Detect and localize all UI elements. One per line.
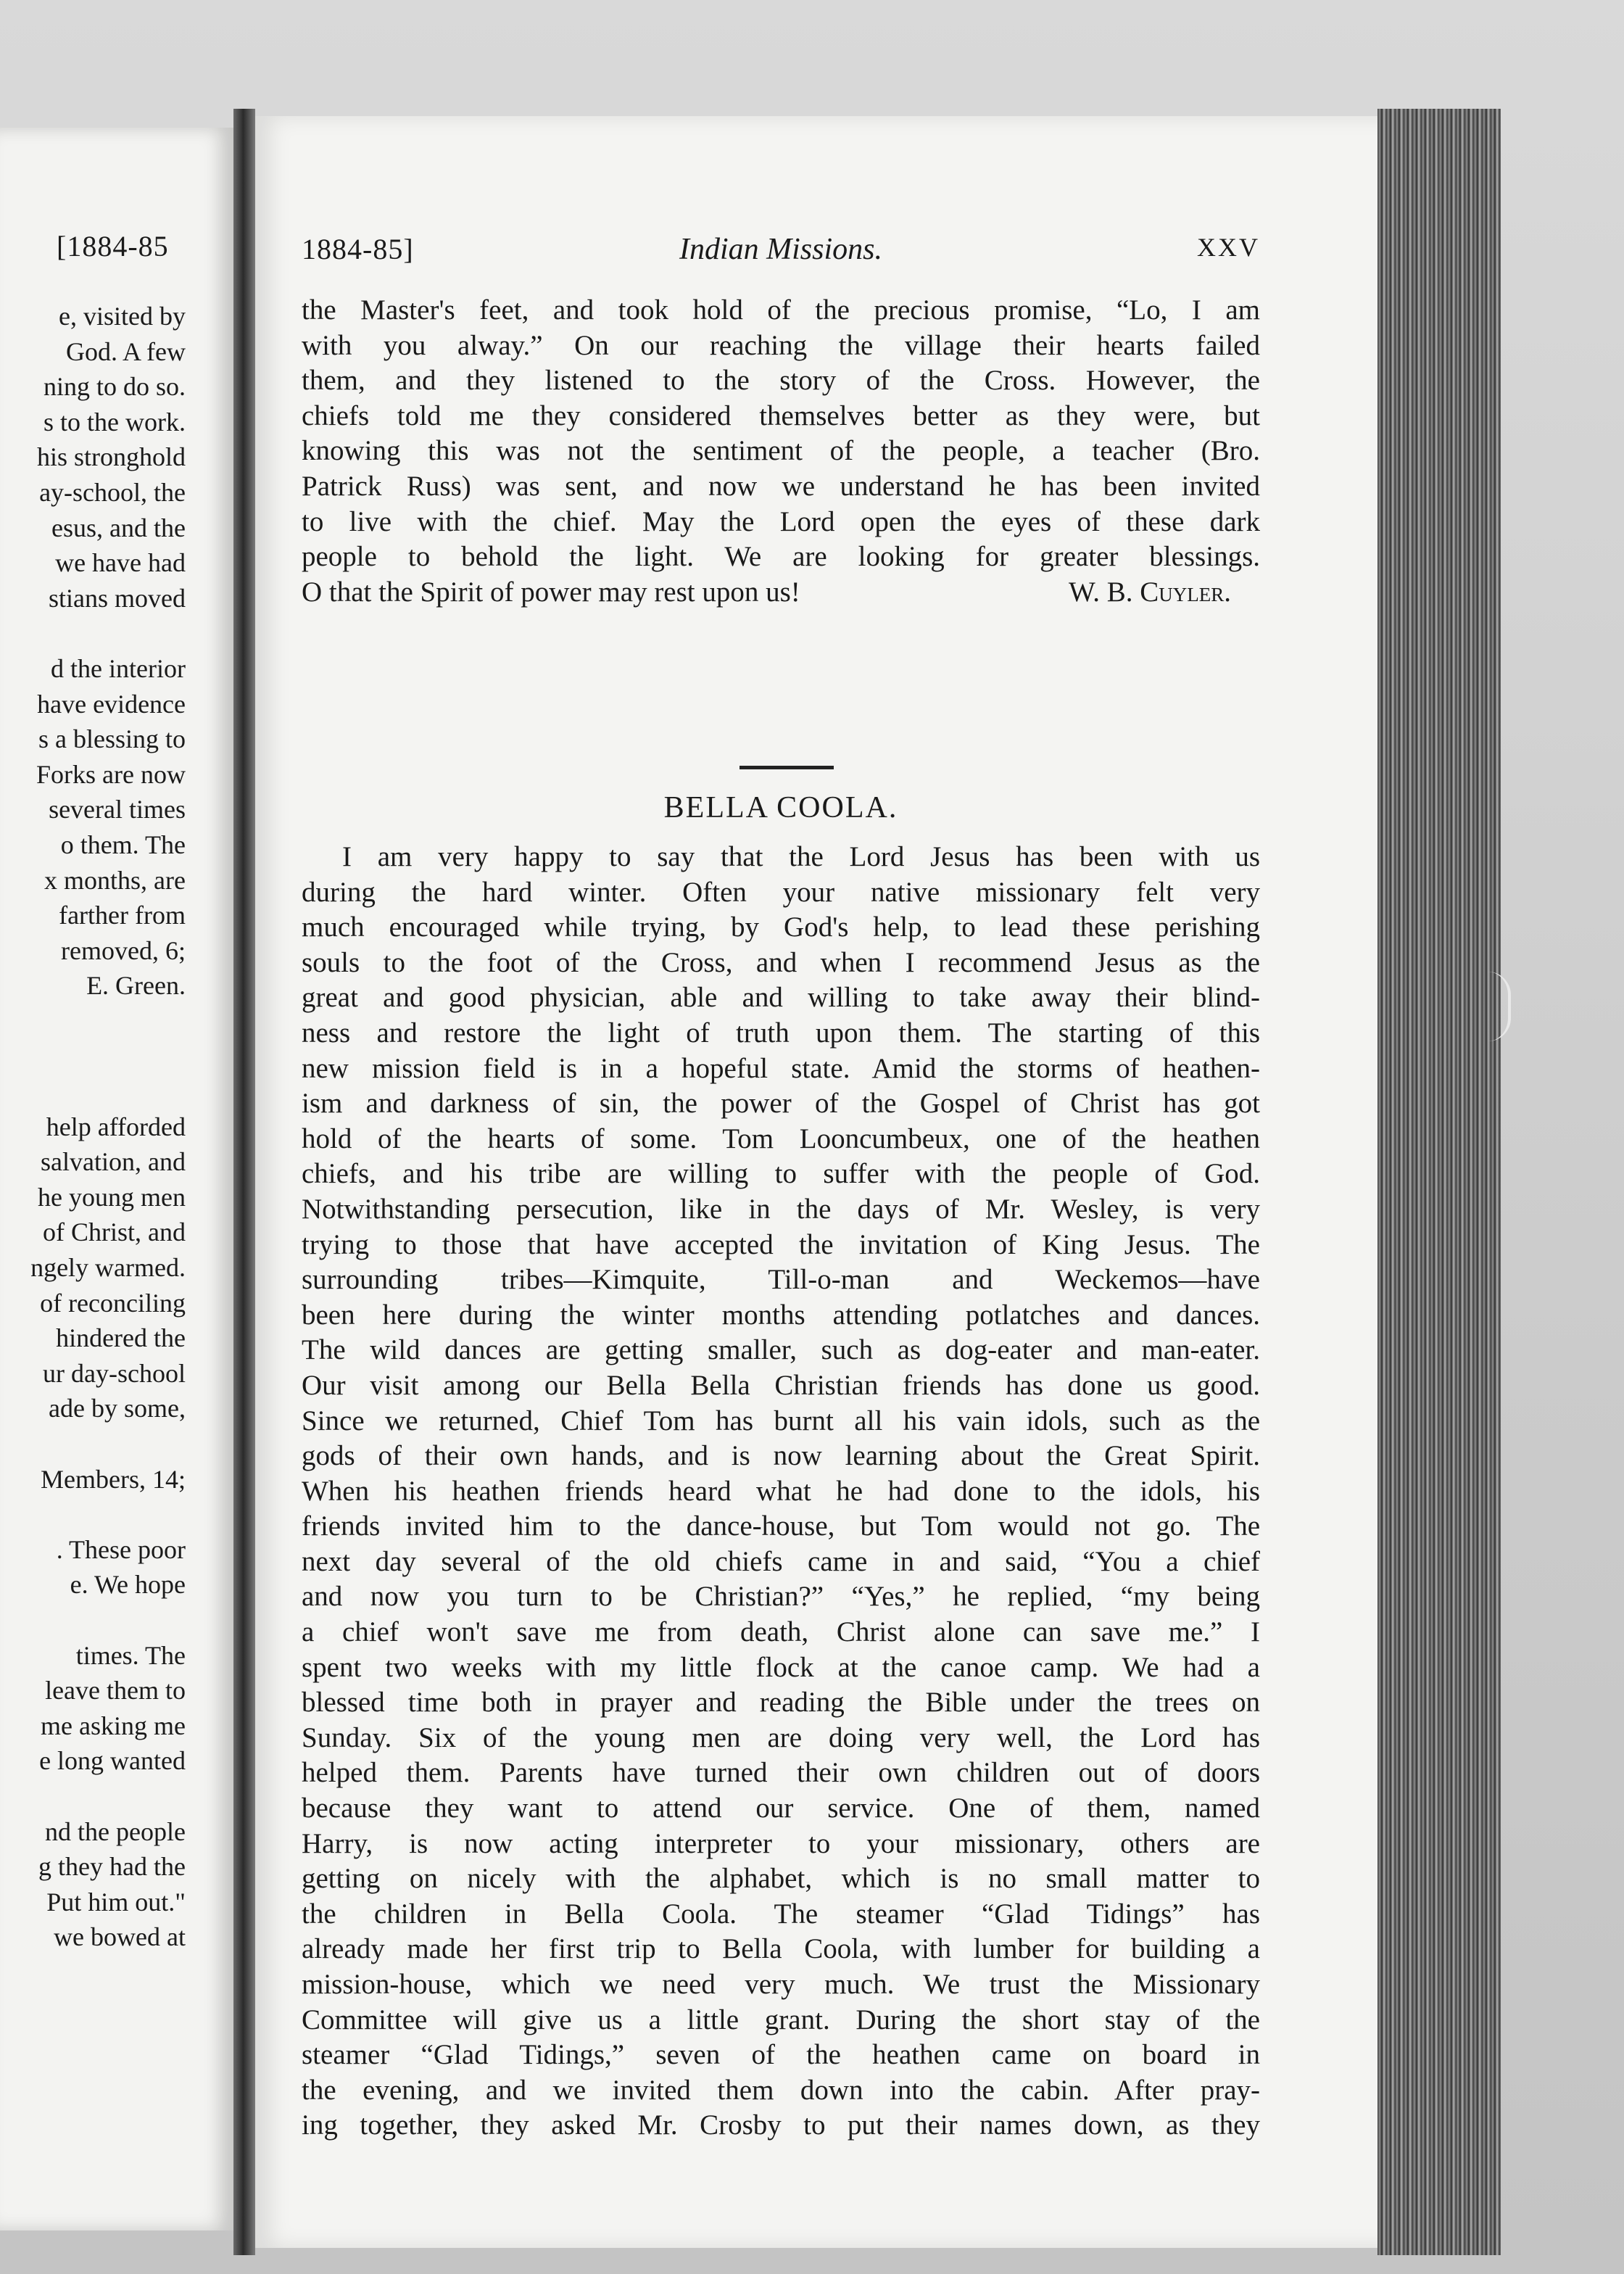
left-text-line: d the interior xyxy=(51,653,186,683)
text-line: with you alway.” On our reaching the village their hearts failed xyxy=(302,329,1260,361)
left-text-line: g they had the xyxy=(38,1852,186,1882)
left-text-line xyxy=(0,1004,186,1039)
left-text-line: we bowed at xyxy=(54,1922,186,1952)
text-line: to live with the chief. May the Lord open the eyes of these dark xyxy=(302,505,1260,537)
text-line: trying to those that have accepted the invitation of King Jesus. The xyxy=(302,1228,1260,1260)
page-header xyxy=(302,232,1260,276)
text-line: the children in Bella Coola. The steamer “Glad Tidings” has xyxy=(302,1898,1260,1930)
section-title: BELLA COOLA. xyxy=(663,791,898,824)
left-text-line: ning to do so. xyxy=(43,372,186,402)
left-text-line: farther from xyxy=(59,901,186,930)
left-text-line: hindered the xyxy=(56,1323,186,1353)
left-page-header: [1884-85 xyxy=(57,230,169,262)
left-text-line: ay-school, the xyxy=(39,477,186,507)
text-line: because they want to attend our service. One of them, named xyxy=(302,1793,1260,1824)
text-line: ing together, they asked Mr. Crosby to put their names down, as they xyxy=(302,2109,1260,2141)
left-text-line: . These poor xyxy=(56,1534,186,1564)
text-line: Our visit among our Bella Bella Christian friends has done us good. xyxy=(302,1369,1260,1401)
text-line: Patrick Russ) was sent, and now we understand he has been invited xyxy=(302,470,1260,502)
text-line: blessed time both in prayer and reading the Bible under the trees on xyxy=(302,1687,1260,1719)
text-line: ism and darkness of sin, the power of the Gospel of Christ has got xyxy=(302,1088,1260,1120)
text-line: Sunday. Six of the young men are doing very well, the Lord has xyxy=(302,1721,1260,1753)
left-text-line: e, visited by xyxy=(59,302,186,331)
left-page-text xyxy=(0,299,186,1955)
text-line: hold of the hearts of some. Tom Looncumbeux, one of the heathen xyxy=(302,1122,1260,1154)
text-line: next day several of the old chiefs came in and said, “You a chief xyxy=(302,1545,1260,1577)
left-text-line: ngely warmed. xyxy=(30,1253,186,1283)
author-signature: W. B. Cuyler. xyxy=(1069,576,1231,608)
text-line: Notwithstanding persecution, like in the days of Mr. Wesley, is very xyxy=(302,1193,1260,1225)
text-line: helped them. Parents have turned their own children out of doors xyxy=(302,1757,1260,1789)
left-text-line: s a blessing to xyxy=(38,724,186,754)
left-text-line: e long wanted xyxy=(39,1746,186,1776)
left-text-line: x months, are xyxy=(44,865,186,895)
continued-paragraph xyxy=(302,293,1260,575)
left-text-line: times. The xyxy=(75,1640,186,1670)
text-line: mission-house, which we need very much. We trust the Missionary xyxy=(302,1969,1260,2000)
text-line: steamer “Glad Tidings,” seven of the heathen came on board in xyxy=(302,2039,1260,2071)
text-line: friends invited him to the dance-house, but Tom would not go. The xyxy=(302,1510,1260,1542)
text-line: people to behold the light. We are looking for greater blessings. xyxy=(302,541,1260,573)
left-text-line: nd the people xyxy=(45,1816,186,1846)
text-line: souls to the foot of the Cross, and when I recommend Jesus as the xyxy=(302,946,1260,978)
left-text-line: leave them to xyxy=(45,1676,186,1706)
text-line: Committee will give us a little grant. During the short stay of the xyxy=(302,2004,1260,2035)
left-text-line: o them. The xyxy=(60,830,186,859)
text-line: chiefs, and his tribe are willing to suffer with the people of God. xyxy=(302,1158,1260,1190)
page-header-year: 1884-85] xyxy=(302,233,414,265)
text-line: during the hard winter. Often your native missionary felt very xyxy=(302,876,1260,908)
left-text-line xyxy=(0,1779,186,1814)
text-line: I am very happy to say that the Lord Jesus has been with us xyxy=(342,841,1260,872)
text-line: the evening, and we invited them down into the cabin. After pray- xyxy=(302,2074,1260,2106)
bella-coola-paragraph xyxy=(302,840,1260,2143)
left-text-line: God. A few xyxy=(66,336,186,366)
left-text-line: of reconciling xyxy=(40,1288,186,1318)
left-text-line xyxy=(0,1603,186,1638)
left-text-line: me asking me xyxy=(41,1711,186,1740)
left-text-line: e. We hope xyxy=(70,1570,186,1600)
text-line: The wild dances are getting smaller, such as dog-eater and man-eater. xyxy=(302,1334,1260,1366)
left-text-line: of Christ, and xyxy=(43,1217,186,1247)
left-text-line xyxy=(0,616,186,651)
book-gutter xyxy=(233,109,255,2255)
left-page xyxy=(0,128,233,2230)
text-line: When his heathen friends heard what he had done to the idols, his xyxy=(302,1475,1260,1507)
left-text-line: he young men xyxy=(38,1182,186,1212)
left-text-line: Forks are now xyxy=(36,759,186,789)
text-line: chiefs told me they considered themselves better as they were, but xyxy=(302,400,1260,431)
page-header-title: Indian Missions. xyxy=(679,233,882,266)
left-text-line: s to the work. xyxy=(44,407,186,437)
text-line: already made her first trip to Bella Coola, with lumber for building a xyxy=(302,1933,1260,1965)
text-line: Harry, is now acting interpreter to your missionary, others are xyxy=(302,1827,1260,1859)
left-text-line: removed, 6; xyxy=(61,935,186,965)
right-page xyxy=(255,116,1386,2248)
left-text-line xyxy=(0,1497,186,1532)
text-line: Since we returned, Chief Tom has burnt all his vain idols, such as the xyxy=(302,1405,1260,1436)
text-line: great and good physician, able and willing to take away their blind- xyxy=(302,982,1260,1014)
left-text-line: Members, 14; xyxy=(41,1464,186,1494)
left-text-line: his stronghold xyxy=(36,442,186,472)
text-line: spent two weeks with my little flock at the canoe camp. We had a xyxy=(302,1651,1260,1683)
text-line: them, and they listened to the story of the Cross. However, the xyxy=(302,365,1260,397)
left-text-line xyxy=(0,1426,186,1462)
left-text-line: ur day-school xyxy=(43,1358,186,1388)
left-text-line xyxy=(0,1038,186,1074)
left-text-line: esus, and the xyxy=(51,513,186,542)
signature-line xyxy=(302,575,1260,611)
section-divider xyxy=(740,766,834,769)
left-text-line: salvation, and xyxy=(41,1147,186,1177)
text-line: ness and restore the light of truth upon them. The starting of this xyxy=(302,1017,1260,1049)
left-text-line: we have had xyxy=(55,548,186,578)
page-number: XXV xyxy=(1197,233,1260,262)
text-line: been here during the winter months attending potlatches and dances. xyxy=(302,1299,1260,1331)
closing-sentence: O that the Spirit of power may rest upon us! xyxy=(302,576,800,608)
text-line: getting on nicely with the alphabet, which is no small matter to xyxy=(302,1863,1260,1895)
text-line: and now you turn to be Christian?” “Yes,” he replied, “my being xyxy=(302,1581,1260,1613)
text-line: surrounding tribes—Kimquite, Till-o-man and Weckemos—have xyxy=(302,1264,1260,1296)
left-text-line: help afforded xyxy=(46,1112,186,1141)
text-line: knowing this was not the sentiment of the people, a teacher (Bro. xyxy=(302,435,1260,467)
text-line: the Master's feet, and took hold of the precious promise, “Lo, I am xyxy=(302,294,1260,326)
left-text-line: several times xyxy=(49,795,186,824)
text-line: a chief won't save me from death, Christ alone can save me.” I xyxy=(302,1616,1260,1648)
page-edge-stack xyxy=(1378,109,1501,2255)
left-text-line: ade by some, xyxy=(49,1394,186,1423)
left-text-line: stians moved xyxy=(49,583,186,613)
left-text-line: have evidence xyxy=(37,689,186,719)
left-text-line: Put him out." xyxy=(46,1887,186,1917)
text-line: new mission field is in a hopeful state. Amid the storms of heathen- xyxy=(302,1052,1260,1084)
text-line: gods of their own hands, and is now learning about the Great Spirit. xyxy=(302,1440,1260,1472)
text-line: much encouraged while trying, by God's help, to lead these perishing xyxy=(302,911,1260,943)
left-text-line xyxy=(0,1074,186,1109)
left-text-line: E. Green. xyxy=(86,971,186,1001)
